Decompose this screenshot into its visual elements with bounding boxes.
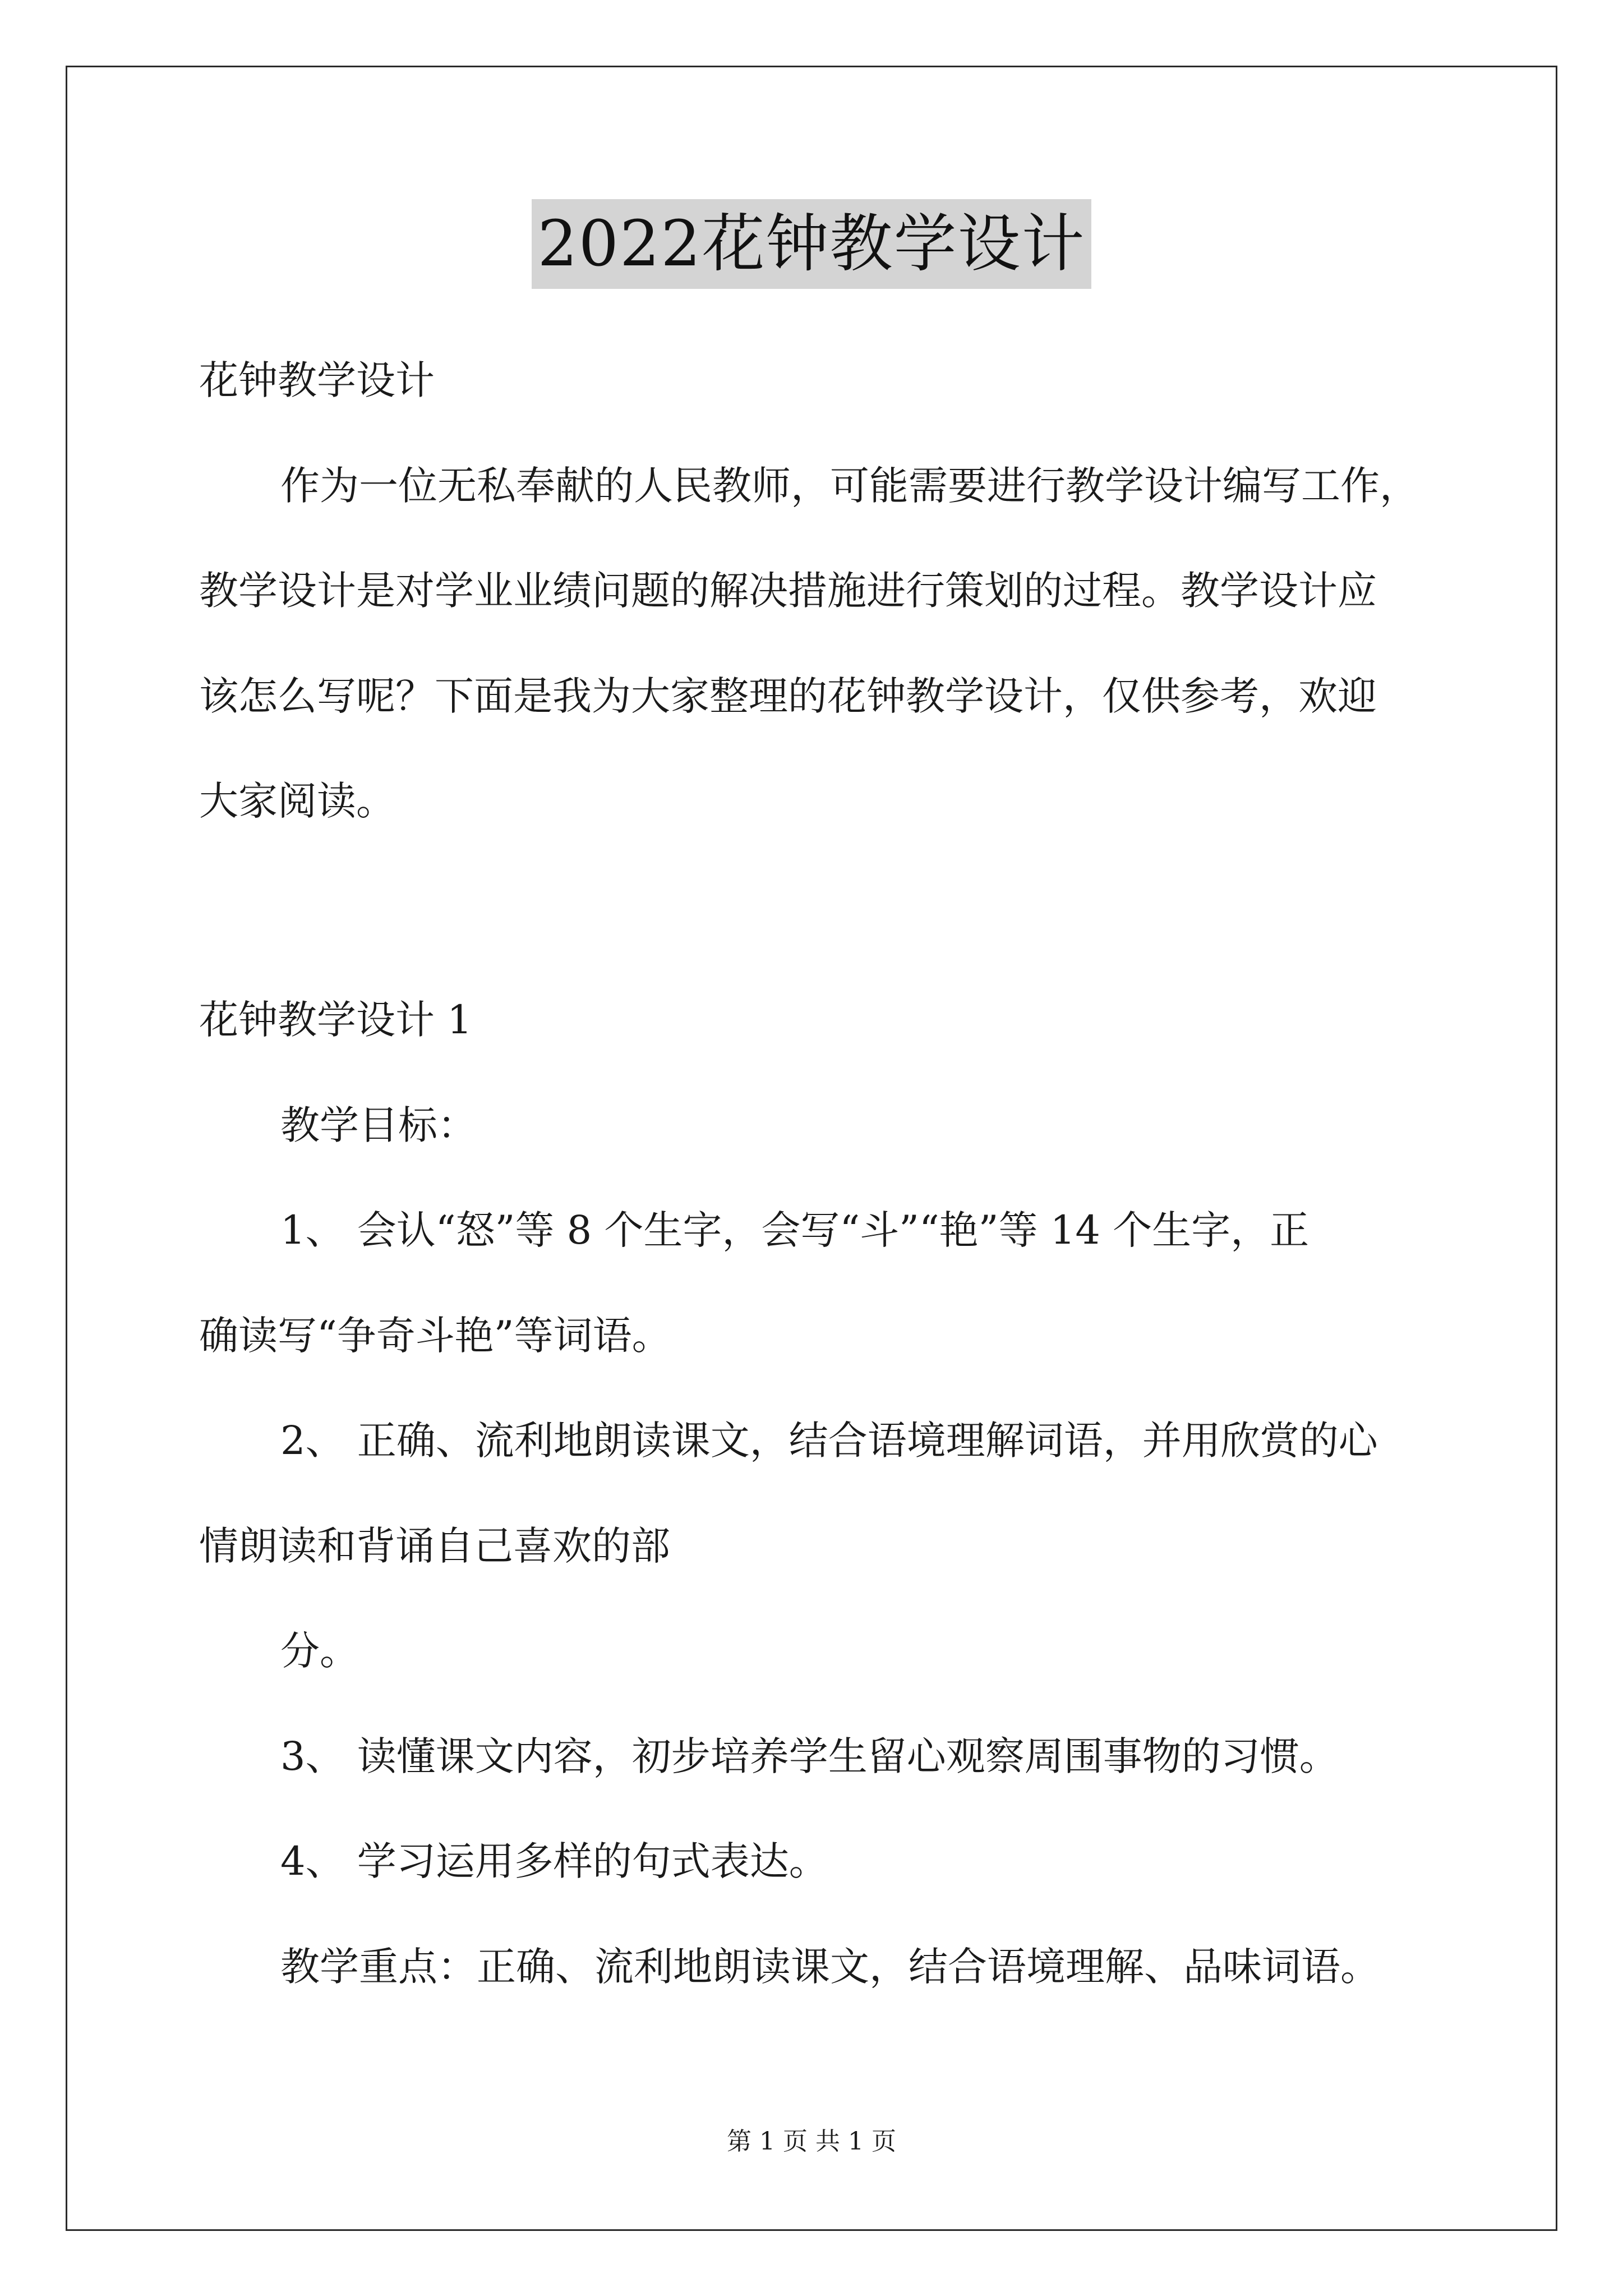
- intro-line-3: 该怎么写呢？下面是我为大家整理的花钟教学设计，仅供参考，欢迎: [199, 673, 1377, 719]
- intro-line-2: 教学设计是对学业业绩问题的解决措施进行策划的过程。教学设计应: [199, 568, 1377, 614]
- subtitle-line: 花钟教学设计: [199, 357, 435, 403]
- document-title: 2022花钟教学设计: [532, 199, 1091, 289]
- key-points: 教学重点：正确、流利地朗读课文，结合语境理解、品味词语。: [280, 1944, 1380, 1990]
- objective-4: 4、 学习运用多样的句式表达。: [280, 1838, 828, 1884]
- objective-2-line-3: 分。: [280, 1628, 359, 1674]
- section-heading: 花钟教学设计 1: [199, 997, 472, 1043]
- objective-2-line-1: 2、 正确、流利地朗读课文，结合语境理解词语，并用欣赏的心: [280, 1418, 1378, 1464]
- intro-line-4: 大家阅读。: [199, 778, 395, 824]
- page-footer: 第 1 页 共 1 页: [727, 2127, 896, 2156]
- title-container: [0, 199, 1623, 289]
- objective-1-line-2: 确读写“争奇斗艳”等词语。: [199, 1313, 671, 1359]
- objective-3: 3、 读懂课文内容，初步培养学生留心观察周围事物的习惯。: [280, 1733, 1339, 1779]
- objectives-heading: 教学目标：: [280, 1102, 477, 1148]
- objective-2-line-2: 情朗读和背诵自己喜欢的部: [199, 1523, 670, 1569]
- objective-1-line-1: 1、 会认“怒”等 8 个生字，会写“斗”“艳”等 14 个生字，正: [280, 1207, 1310, 1253]
- intro-line-1: 作为一位无私奉献的人民教师，可能需要进行教学设计编写工作，: [280, 463, 1419, 509]
